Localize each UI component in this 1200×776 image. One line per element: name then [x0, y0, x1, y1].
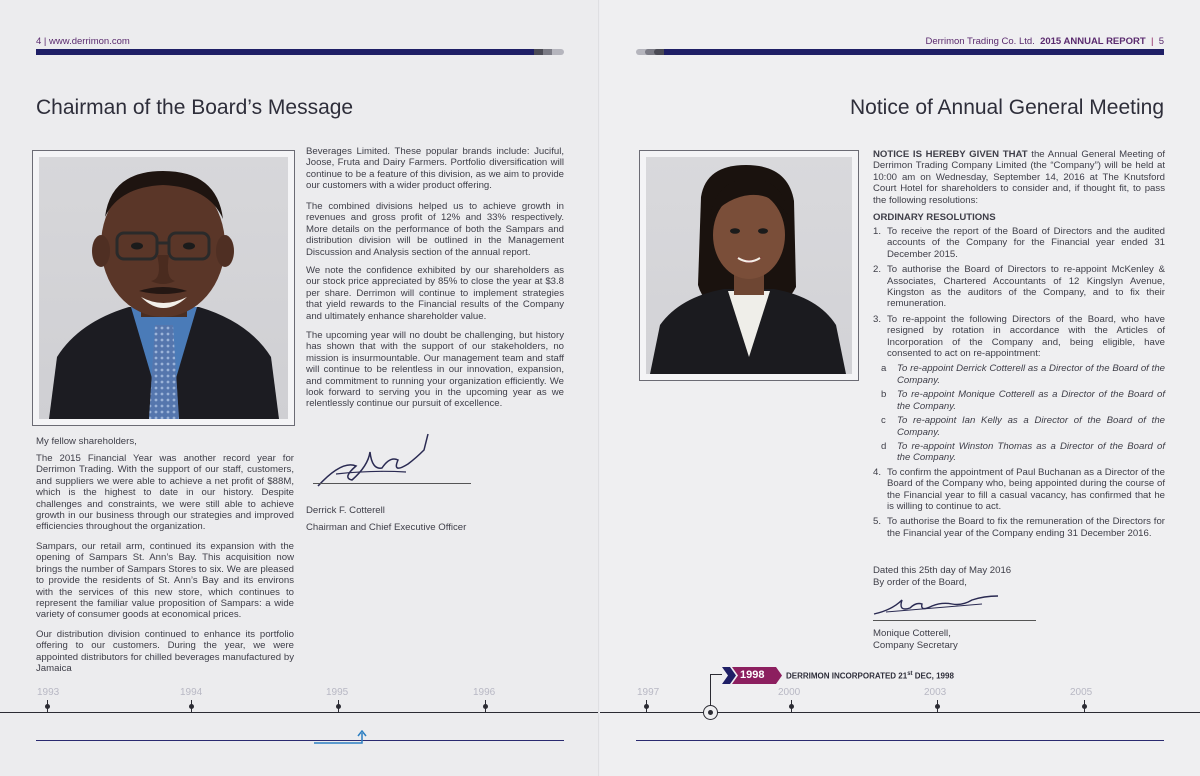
timeline-dot [935, 704, 940, 709]
chairman-photo [32, 150, 295, 426]
timeline-year: 2005 [1070, 687, 1093, 698]
message-paragraph-col2-3: We note the confidence exhibited by our shareholders as our stock price appreciated by 85% to close the year at $3.8 per share. Derrimon will continue to implement strategies that yield rewards to the Financial results of the Company and ultimately enhance shareholder value. [306, 265, 564, 322]
milestone-marker [703, 705, 718, 720]
chairman-portrait-image [39, 157, 288, 419]
secretary-signature [872, 590, 1012, 620]
secretary-portrait-image [646, 157, 852, 374]
notice-body: the Annual General Meeting of Derrimon Trading Company Limited (the “Company”) will be held at 10:00 am on Wednesday, September 14, 2016 at The Knutsford Court Hotel for shareholders to consider and, if thought fit, to pass the following resolutions: [873, 149, 1166, 206]
timeline-year: 1993 [37, 687, 60, 698]
signer-name: Derrick F. Cotterell [306, 505, 385, 516]
header-page-number: 5 [1158, 36, 1164, 47]
signature-line [313, 483, 471, 484]
page-title: Chairman of the Board’s Message [36, 96, 354, 119]
milestone-connector [710, 674, 722, 675]
timeline-line [600, 712, 1200, 713]
milestone-year: 1998 [740, 669, 765, 681]
message-paragraph-col1-1: The 2015 Financial Year was another record year for Derrimon Trading. With the support of our staff, customers, and suppliers we were able to achieve a net profit of $88M, which is the highest to date in our history. Despite challenges and constraints, we were still able to achieve growth in our business through our strategies and improved efficiencies throughout the organization. [36, 453, 294, 533]
timeline-year: 1995 [326, 687, 349, 698]
header-bar [36, 49, 536, 55]
message-paragraph-col1-3: Our distribution division continued to enhance its portfolio offering to our customers. During the year, we were appointed distributors for chilled beverages manufactured by Jamaica [36, 629, 294, 675]
arrow-up-icon [314, 730, 370, 746]
sub-resolution-item: d To re-appoint Winston Thomas as a Director of the Board of the Company. [881, 440, 1165, 464]
resolution-item: 2. To authorise the Board of Directors to re-appoint McKenley & Associates, Chartered Accountants of 12 Kingslyn Avenue, Kingston as the auditors of the Company, and to fix their remuneration. [873, 264, 1165, 310]
notice-intro [873, 149, 1165, 206]
right-page [600, 0, 1200, 776]
bottom-rule [636, 740, 1164, 741]
sub-resolution-item: c To re-appoint Ian Kelly as a Director of the Board of the Company. [881, 415, 1165, 438]
dated-line: Dated this 25th day of May 2016 [873, 565, 1012, 576]
signature-line [873, 620, 1036, 621]
resolutions-heading: ORDINARY RESOLUTIONS [873, 212, 996, 223]
page-title: Notice of Annual General Meeting [849, 96, 1164, 119]
secretary-photo [639, 150, 859, 381]
page-header-right: Derrimon Trading Co. Ltd. 2015 ANNUAL REPORT | 5 [925, 36, 1164, 47]
timeline-line [0, 712, 600, 713]
timeline-dot [336, 704, 341, 709]
milestone-text: DERRIMON INCORPORATED 21st DEC, 1998 [786, 671, 954, 681]
header-report: 2015 ANNUAL REPORT [1040, 36, 1146, 47]
resolution-item: 1. To receive the report of the Board of Directors and the audited accounts of the Company for the Financial year ended 31 December 2015. [873, 226, 1165, 260]
sub-resolution-item: b To re-appoint Monique Cotterell as a Director of the Board of the Company. [881, 389, 1165, 412]
page-header-left: 4 | www.derrimon.com [36, 36, 130, 47]
timeline-year: 1996 [473, 687, 496, 698]
message-paragraph-col2-1: Beverages Limited. These popular brands include: Juciful, Joose, Fruta and Dairy Farmers. Portfolio diversification will continue to be a feature of this division, as we aim to provide our customers with a wider product offering. [306, 146, 564, 192]
resolution-item: 5. To authorise the Board to fix the remuneration of the Directors for the Financial year of the Company ending 31 December 2016. [873, 516, 1165, 539]
timeline-dot [644, 704, 649, 709]
timeline-year: 1994 [180, 687, 203, 698]
timeline-dot [789, 704, 794, 709]
notice-lead: NOTICE IS HEREBY GIVEN THAT [873, 149, 1028, 160]
header-bar-segment [552, 49, 564, 55]
signer-title: Chairman and Chief Executive Officer [306, 522, 467, 533]
secretary-title: Company Secretary [873, 640, 958, 651]
timeline-dot [483, 704, 488, 709]
resolution-item: 4. To confirm the appointment of Paul Buchanan as a Director of the Board of the Company who, being appointed during the course of the Financial year to fill a casual vacancy, has confirmed that he is willing to continue to act. [873, 466, 1165, 512]
message-paragraph-col2-2: The combined divisions helped us to achieve growth in revenues and gross profit of 12% and 33% respectively. More details on the performance of both the Sampars and distribution division will be outlined in the Management Discussion and Analysis section of the annual report. [306, 201, 564, 258]
resolutions-list [873, 226, 1165, 542]
message-paragraph-col2-4: The upcoming year will no doubt be challenging, but history has shown that with the support of our stakeholders, no mission is insurmountable. Our management team and staff will continue to be relentless in our innovation, expansion, and commitment to running your organization efficiently. We look forward to serving you in the upcoming year as we relentlessly continue our pursuit of excellence. [306, 330, 564, 410]
sub-resolutions [873, 363, 1165, 463]
message-paragraph-col1-2: Sampars, our retail arm, continued its expansion with the opening of Sampars St. Ann’s Bay. This acquisition now brings the number of Sampars Stores to six. We are pleased to provide the residents of St. Ann’s Bay and its environs with the services of this new store, which continues to represent the familiar value proposition of Sampars: a wide variety of consumer goods at economical prices. [36, 541, 294, 621]
bottom-rule [36, 740, 564, 741]
sub-resolution-item: a To re-appoint Derrick Cotterell as a Director of the Board of the Company. [881, 363, 1165, 386]
timeline-year: 2000 [778, 687, 801, 698]
greeting: My fellow shareholders, [36, 436, 137, 447]
resolution-item: 3. To re-appoint the following Directors of the Board, who have resigned by rotation in accordance with the Articles of Incorporation of the Company and, being eligible, have consented to act on re-appointment: [873, 313, 1165, 360]
by-order-line: By order of the Board, [873, 577, 967, 588]
header-company: Derrimon Trading Co. Ltd. [925, 36, 1035, 47]
timeline-dot [189, 704, 194, 709]
timeline-year: 2003 [924, 687, 947, 698]
secretary-name: Monique Cotterell, [873, 628, 951, 639]
timeline-year: 1997 [637, 687, 660, 698]
timeline-dot [1082, 704, 1087, 709]
header-bar [664, 49, 1164, 55]
timeline-dot [45, 704, 50, 709]
